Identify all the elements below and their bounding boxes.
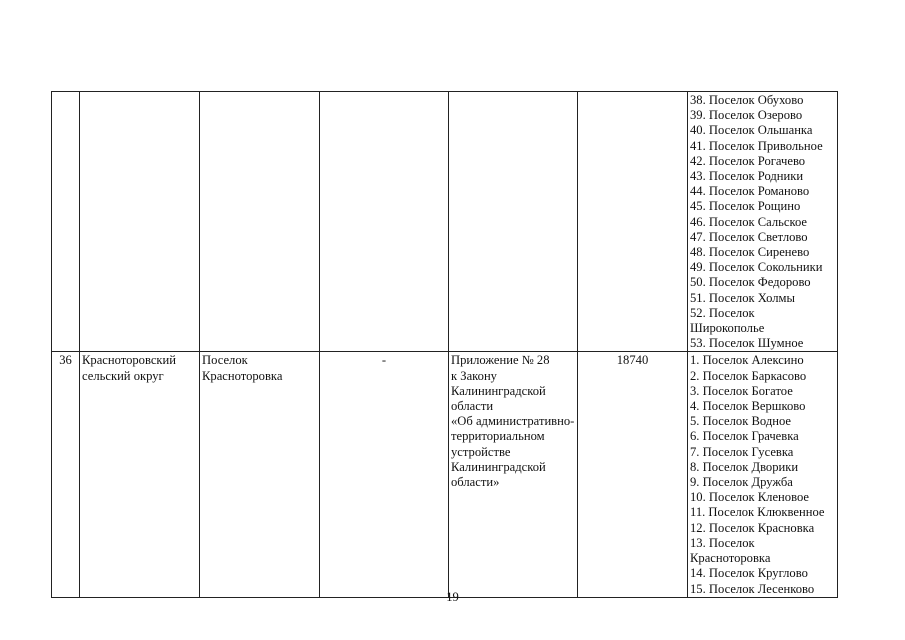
list-item: 2. Поселок Баркасово bbox=[690, 368, 807, 383]
list-item: Калининградской bbox=[451, 383, 546, 398]
municipality-line: сельский округ bbox=[82, 368, 164, 383]
list-item: 51. Поселок Холмы bbox=[690, 290, 795, 305]
center-line: Красноторовка bbox=[202, 368, 283, 383]
list-item: 12. Поселок Красновка bbox=[690, 520, 815, 535]
list-item: области bbox=[451, 399, 494, 414]
list-item: 13. Поселок bbox=[690, 535, 755, 550]
law-cell bbox=[449, 352, 578, 597]
list-item: 10. Поселок Кленовое bbox=[690, 490, 809, 505]
population-cell: 18740 bbox=[578, 352, 688, 597]
row-number-cell bbox=[52, 92, 80, 352]
municipality-line: Красноторовский bbox=[82, 353, 177, 368]
table-row bbox=[52, 92, 838, 352]
list-item: Калининградской bbox=[451, 459, 546, 474]
list-item: устройстве bbox=[451, 444, 511, 459]
settlements-list bbox=[690, 93, 835, 351]
list-item: 5. Поселок Водное bbox=[690, 414, 792, 429]
list-item: к Закону bbox=[451, 368, 497, 383]
list-item: 8. Поселок Дворики bbox=[690, 459, 799, 474]
list-item: 6. Поселок Грачевка bbox=[690, 429, 799, 444]
list-item: 52. Поселок bbox=[690, 305, 755, 320]
page-number: 19 bbox=[446, 590, 459, 604]
list-item: 7. Поселок Гусевка bbox=[690, 444, 794, 459]
table-row bbox=[52, 352, 838, 597]
list-item: 47. Поселок Светлово bbox=[690, 229, 808, 244]
list-item: Широкополье bbox=[690, 321, 765, 336]
center-cell bbox=[200, 92, 320, 352]
list-item: 3. Поселок Богатое bbox=[690, 383, 793, 398]
municipality-cell bbox=[80, 352, 200, 597]
settlements-cell bbox=[688, 352, 838, 597]
dash-cell: - bbox=[320, 352, 449, 597]
list-item: «Об административно- bbox=[451, 414, 575, 429]
table-body bbox=[52, 92, 838, 598]
list-item: 44. Поселок Романово bbox=[690, 184, 810, 199]
settlements-cell bbox=[688, 92, 838, 352]
municipality-cell bbox=[80, 92, 200, 352]
settlements-table bbox=[51, 91, 838, 598]
list-item: 40. Поселок Ольшанка bbox=[690, 123, 813, 138]
center-line: Поселок bbox=[202, 353, 248, 368]
list-item: 14. Поселок Круглово bbox=[690, 566, 808, 581]
list-item: области» bbox=[451, 475, 500, 490]
list-item: 39. Поселок Озерово bbox=[690, 108, 803, 123]
list-item: 1. Поселок Алексино bbox=[690, 353, 804, 368]
population-cell bbox=[578, 92, 688, 352]
list-item: 50. Поселок Федорово bbox=[690, 275, 811, 290]
list-item: 11. Поселок Клюквенное bbox=[690, 505, 825, 520]
list-item: 49. Поселок Сокольники bbox=[690, 260, 823, 275]
list-item: 48. Поселок Сиренево bbox=[690, 245, 810, 260]
list-item: 9. Поселок Дружба bbox=[690, 475, 793, 490]
center-cell bbox=[200, 352, 320, 597]
list-item: территориальном bbox=[451, 429, 545, 444]
dash-cell bbox=[320, 92, 449, 352]
list-item: 53. Поселок Шумное bbox=[690, 336, 804, 351]
list-item: 4. Поселок Вершково bbox=[690, 399, 806, 414]
row-number-cell: 36 bbox=[52, 352, 80, 597]
list-item: Приложение № 28 bbox=[451, 353, 550, 368]
list-item: Красноторовка bbox=[690, 551, 771, 566]
list-item: 45. Поселок Рощино bbox=[690, 199, 801, 214]
list-item: 41. Поселок Привольное bbox=[690, 138, 823, 153]
law-cell bbox=[449, 92, 578, 352]
list-item: 15. Поселок Лесенково bbox=[690, 581, 815, 596]
list-item: 46. Поселок Сальское bbox=[690, 214, 808, 229]
settlements-list bbox=[690, 353, 835, 596]
law-lines bbox=[451, 353, 575, 490]
list-item: 43. Поселок Родники bbox=[690, 169, 804, 184]
list-item: 42. Поселок Рогачево bbox=[690, 153, 806, 168]
list-item: 38. Поселок Обухово bbox=[690, 93, 804, 107]
